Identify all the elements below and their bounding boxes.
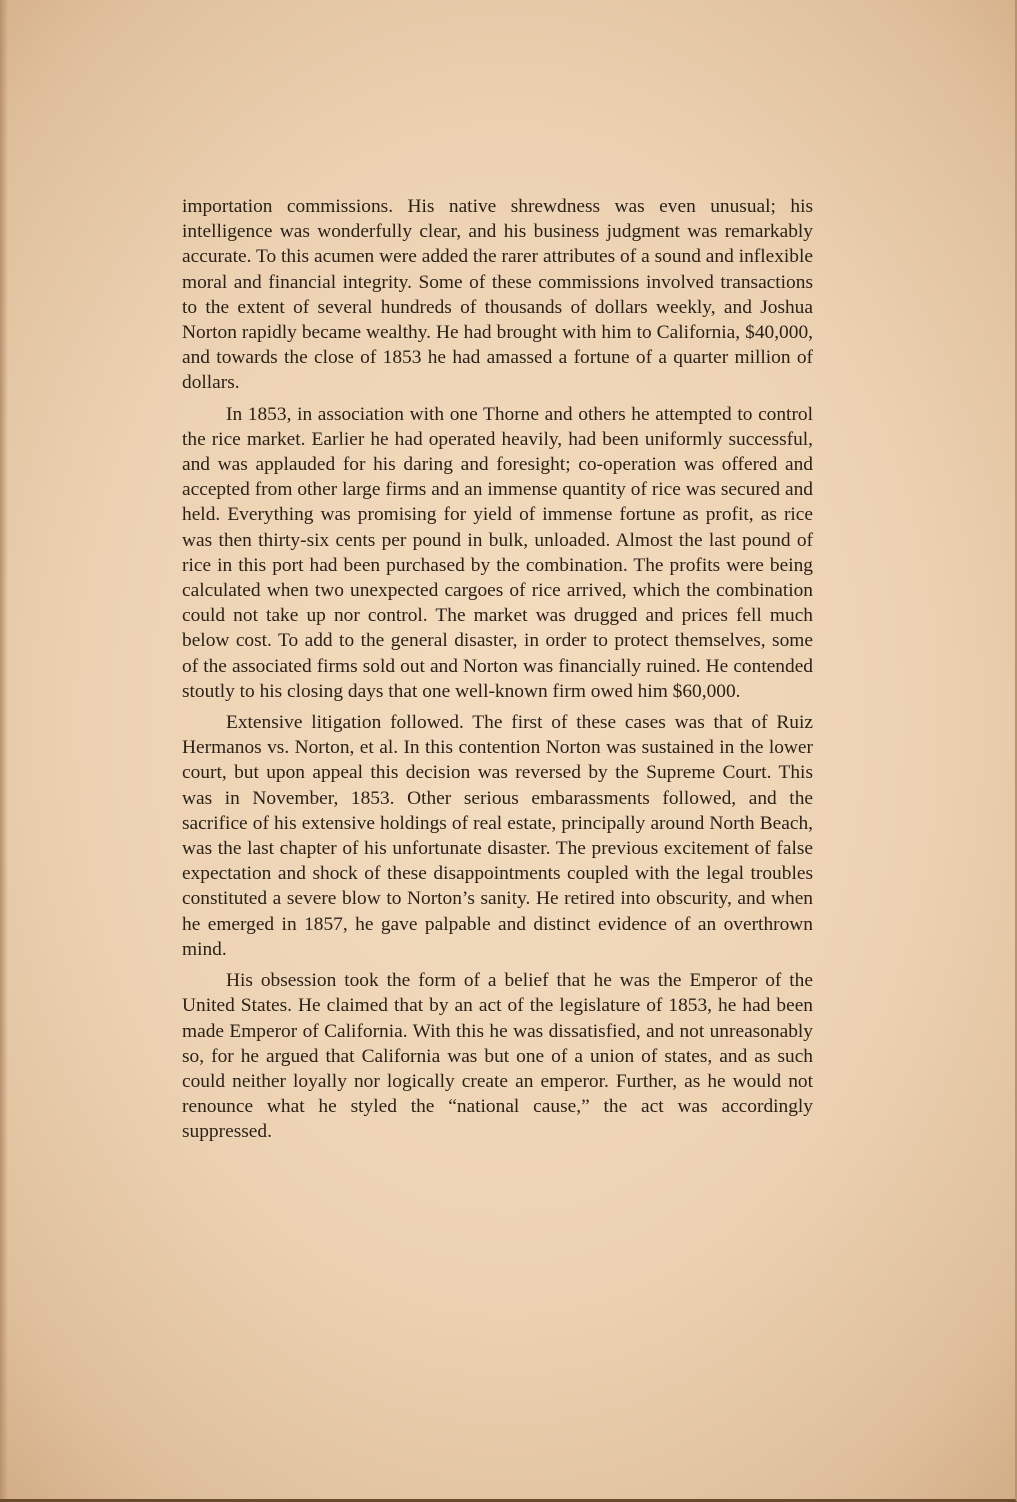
paragraph-emperor-obsession: His obsession took the form of a belief that he was the Emperor of the United States. He claimed that by an act of the legislature of 1853, he had been made Emperor of California. With this he was dissatisfied, and not unreasonably so, for he argued that California was but one of a union of states, and as such could neither loyally nor logically create an emperor. Further, as he would not renounce what he styled the “national cause,” the act was accordingly suppressed. xyxy=(182,970,813,1143)
paragraph-rice-market: In 1853, in association with one Thorne and others he attempted to control the rice market. Earlier he had operated heavily, had been uniformly successful, and was applauded for his daring and foresight; co-operation was offered and accepted from other large firms and an immense quantity of rice was secured and held. Everything was promising for yield of immense fortune as profit, as rice was then thirty-six cents per pound in bulk, unloaded. Almost the last pound of rice in this port had been purchased by the combination. The profits were being calculated when two unexpected cargoes of rice arrived, which the combination could not take up nor control. The market was drugged and prices fell much below cost. To add to the general disaster, in order to protect themselves, some of the associated firms sold out and Norton was financially ruined. He contended stoutly to his closing days that one well-known firm owed him $60,000. xyxy=(182,403,813,702)
body-text xyxy=(182,194,813,1151)
paragraph-litigation: Extensive litigation followed. The first of these cases was that of Ruiz Hermanos vs. Norton, et al. In this contention Norton was sustained in the lower court, but upon appeal this decision was reversed by the Supreme Court. This was in November, 1853. Other serious embarassments followed, and the sacrifice of his extensive holdings of real estate, principally around North Beach, was the last chapter of his unfortunate disaster. The previous excitement of false expectation and shock of these disappointments coupled with the legal troubles constituted a severe blow to Norton’s sanity. He retired into obscurity, and when he emerged in 1857, he gave palpable and distinct evidence of an overthrown mind. xyxy=(182,712,813,960)
paragraph-importation-commissions: importation commissions. His native shrewdness was even unusual; his intelligence was wonderfully clear, and his business judgment was remarkably accurate. To this acumen were added the rarer attributes of a sound and inflexible moral and financial integrity. Some of these commissions involved transactions to the extent of several hundreds of thousands of dollars weekly, and Joshua Norton rapidly became wealthy. He had brought with him to California, $40,000, and towards the close of 1853 he had amassed a fortune of a quarter million of dollars. xyxy=(182,196,813,394)
